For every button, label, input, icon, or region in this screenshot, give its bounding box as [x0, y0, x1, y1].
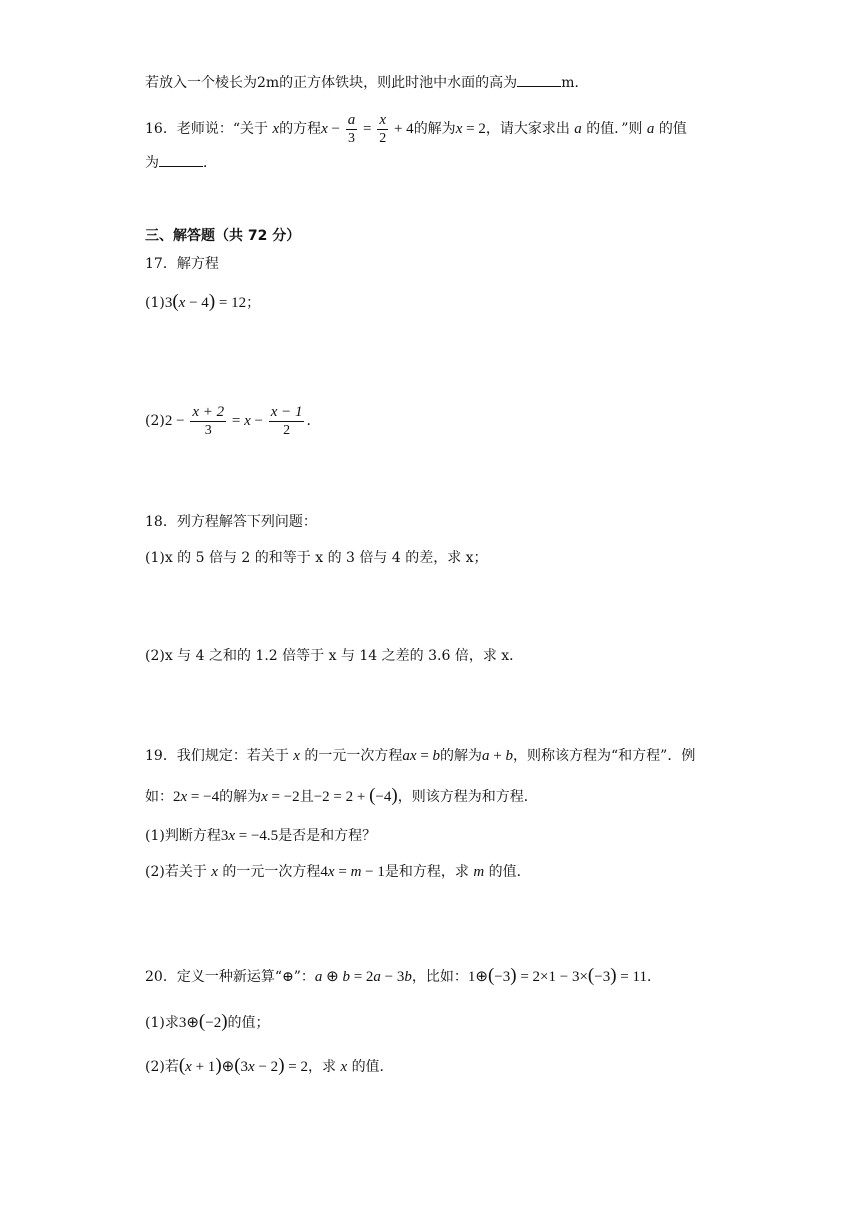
q20-text: ，求 [307, 1059, 336, 1075]
fraction-q17-left: $\frac{x + 2}{3}$ [192, 404, 225, 438]
q20-text: 20．定义一种新运算“⊕”： [145, 969, 315, 985]
fraction-q17-right: $\frac{x - 1}{2}$ [270, 404, 303, 438]
q16-text: 的解为 [413, 120, 456, 137]
q19-text: ，则称该方程为“和方程”．例 [513, 748, 696, 764]
part-label: (2) [145, 412, 165, 429]
q17-part1: (1)3(x − 4) = 12； [145, 291, 261, 312]
q19-text: 19．我们规定：若关于 [145, 748, 289, 764]
q18-title: 18．列方程解答下列问题： [145, 514, 317, 530]
q19-text: ，则该方程为和方程． [397, 789, 538, 805]
q20-text: 的值． [351, 1059, 394, 1075]
section-title: 三、解答题（共 72 分） [145, 228, 301, 244]
q16-line1: 16．老师说：“关于 x的方程x − $\frac{a}{3}$ = $\frac{x}{2}$ + 4的解为x = 2，请大家求出 a 的值．”则 a 的值 [145, 112, 687, 146]
answer-blank [517, 72, 561, 87]
q16-line2 [145, 152, 217, 173]
q20-text: 的值； [227, 1015, 270, 1031]
q19-text: 的值． [488, 864, 531, 880]
q20-line1: 20．定义一种新运算“⊕”：a ⊕ b = 2a − 3b，比如：1⊕(−3) = 2×1 − 3×(−3) = 11． [145, 965, 661, 986]
q19-text: 是和方程，求 [384, 864, 469, 880]
q16-text: 的方程 [279, 120, 322, 137]
q19-text: 如： [145, 789, 173, 805]
q20-text: (2)若 [145, 1059, 179, 1075]
q19-text: 的解为 [440, 748, 483, 764]
q16-text: 为 [145, 155, 159, 171]
q19-text: (2)若关于 [145, 864, 207, 880]
q19-text: 且 [299, 789, 314, 805]
q18-part1: (1)x 的 5 倍与 2 的和等于 x 的 3 倍与 4 的差，求 x； [145, 550, 488, 566]
var-x: x [272, 120, 280, 137]
q20-text: (1)求 [145, 1015, 179, 1031]
q19-text: 的一元一次方程 [304, 748, 403, 764]
q20-part1: (1)求3⊕(−2)的值； [145, 1011, 270, 1032]
equation-q17-2: 2 − $\frac{x + 2}{3}$ = x − $\frac{x - 1}{2}$ [164, 404, 303, 438]
answer-blank [159, 152, 203, 167]
q19-text: 的解为 [219, 789, 262, 805]
q16-lead: 16．老师说：“关于 [145, 120, 268, 137]
q19-text: 的一元一次方程 [222, 864, 321, 880]
q17-title: 17．解方程 [145, 256, 219, 272]
q19-part2: (2)若关于 x 的一元一次方程4x = m − 1是和方程，求 m 的值． [145, 864, 531, 880]
q16-text: ． [203, 155, 217, 171]
q16-text: ，请大家求出 [485, 120, 570, 137]
q19-part1: (1)判断方程3x = −4.5是否是和方程？ [145, 828, 377, 844]
q19-text: 是否是和方程？ [278, 828, 377, 844]
q16-text: 的值 [658, 120, 687, 137]
fraction-x-over-2: $\frac{x}{2}$ [379, 112, 387, 146]
q20-text: ，比如： [411, 969, 468, 985]
part-label: (1) [145, 295, 165, 311]
q18-part2: (2)x 与 4 之和的 1.2 倍等于 x 与 14 之差的 3.6 倍，求 x． [145, 648, 524, 664]
q19-text: (1)判断方程 [145, 828, 221, 844]
q16-text: 的值．”则 [586, 120, 643, 137]
q19-line1: 19．我们规定：若关于 x 的一元一次方程ax = b的解为a + b，则称该方程为“和方程”．例 [145, 748, 696, 764]
q17-part2: (2)2 − $\frac{x + 2}{3}$ = x − $\frac{x - 1}{2}$ ． [145, 404, 321, 438]
equation-q16: x − $\frac{a}{3}$ = $\frac{x}{2}$ + 4 [321, 112, 414, 146]
q15-unit: m． [561, 75, 589, 91]
q19-line2: 如：2x = −4的解为x = −2且−2 = 2 + (−4)，则该方程为和方程． [145, 785, 538, 806]
q15-text: 若放入一个棱长为2m的正方体铁块，则此时池中水面的高为 [145, 75, 518, 91]
q15-continuation [145, 72, 588, 93]
fraction-a-over-3: $\frac{a}{3}$ [347, 112, 356, 146]
equation-q17-1: 3(x − 4) = 12 [164, 291, 247, 312]
q20-part2: (2)若(x + 1)⊕(3x − 2) = 2，求 x 的值． [145, 1055, 394, 1076]
